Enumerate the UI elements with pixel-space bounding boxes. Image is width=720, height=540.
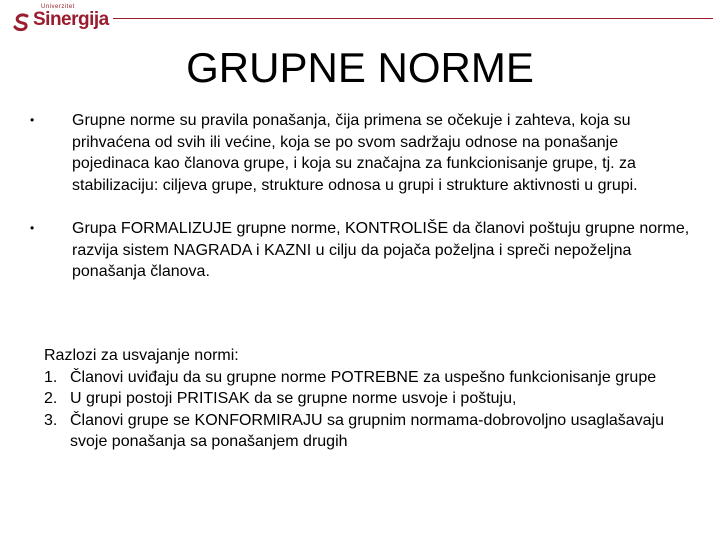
list-item [44, 388, 694, 410]
bullet-text: Grupa FORMALIZUJE grupne norme, KONTROLIŠE da članovi poštuju grupne norme, razvija sistem NAGRADA i KAZNI u cilju da pojača poželjna i spreči nepoželjna ponašanja članova. [72, 220, 690, 280]
list-number: 3. [44, 411, 58, 429]
header-divider [113, 18, 713, 19]
list-number: 2. [44, 390, 58, 407]
bullet-item [30, 218, 690, 283]
bullet-text: Grupne norme su pravila ponašanja, čija primena se očekuje i zahteva, koja su prihvaćena od svih ili većine, koja se po svom sadržaju odnose na ponašanje pojedinaca kao članova grupe, i koja su značajna za funkcionisanje grupe, tj. za stabilizaciju: ciljeva grupe, strukture odnosa u grupi i strukture aktivnosti u grupi. [72, 112, 638, 194]
bullet-icon: • [30, 113, 35, 127]
bullet-list [30, 110, 690, 283]
logo-mark-icon [12, 12, 32, 32]
list-item [44, 367, 694, 389]
reasons-list [44, 367, 694, 453]
list-text: Članovi uviđaju da su grupne norme POTREBNE za uspešno funkcionisanje grupe [70, 368, 657, 386]
list-item [44, 410, 694, 453]
list-number: 1. [44, 368, 58, 386]
list-text: U grupi postoji PRITISAK da se grupne norme usvoje i poštuju, [70, 390, 517, 407]
bullet-item [30, 110, 690, 196]
university-logo [10, 4, 110, 34]
logo-small-text: Univerzitet [41, 4, 75, 10]
list-text: Članovi grupe se KONFORMIRAJU sa grupnim normama-dobrovoljno usaglašavaju svoje ponašanja sa ponašanjem drugih [70, 411, 665, 450]
reasons-heading: Razlozi za usvajanje normi: [44, 347, 239, 364]
page-title: GRUPNE NORME [186, 44, 534, 91]
reasons-section [44, 345, 694, 453]
bullet-icon: • [30, 221, 35, 235]
logo-name: Sinergija [33, 9, 109, 30]
